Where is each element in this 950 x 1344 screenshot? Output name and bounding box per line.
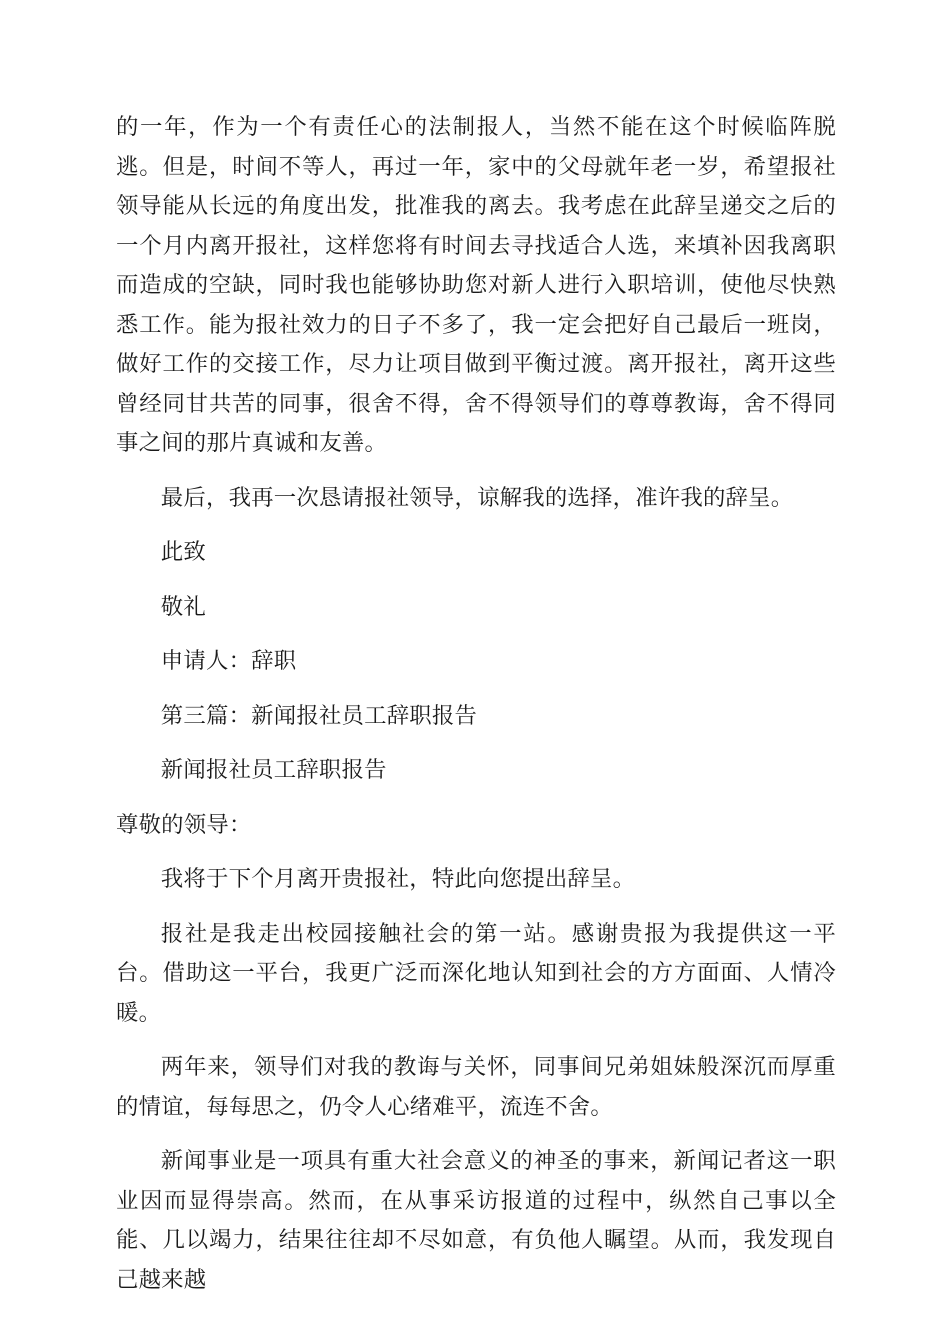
salutation-cizhi: 此致 (160, 539, 206, 565)
report-title: 新闻报社员工辞职报告 (160, 757, 387, 783)
greeting-line: 尊敬的领导： (116, 811, 252, 838)
paragraph-gratitude: 报社是我走出校园接触社会的第一站。感谢贵报为我提供这一平台。借助这一平台，我更广泛而深化地认知到社会的方方面面、人情冷暖。 (116, 920, 836, 1026)
paragraph-closing-reason: 的一年，作为一个有责任心的法制报人，当然不能在这个时候临阵脱逃。但是，时间不等人，再过一年，家中的父母就年老一岁，希望报社领导能从长远的角度出发，批准我的离去。我考虑在此辞呈递交之后的一个月内离开报社，这样您将有时间去寻找适合人选，来填补因我离职而造成的空缺，同时我也能够协助您对新人进行入职培训，使他尽快熟悉工作。能为报社效力的日子不多了，我一定会把好自己最后一班岗，做好工作的交接工作，尽力让项目做到平衡过渡。离开报社，离开这些曾经同甘共苦的同事，很舍不得，舍不得领导们的尊尊教诲，舍不得同事之间的那片真诚和友善。 (116, 114, 836, 456)
paragraph-journalism: 新闻事业是一项具有重大社会意义的神圣的事来，新闻记者这一职业因而显得崇高。然而，在从事采访报道的过程中，纵然自己事以全能、几以竭力，结果往往却不尽如意，有负他人瞩望。从而，我发现自己越来越 (116, 1148, 836, 1293)
salutation-jingli: 敬礼 (160, 593, 206, 620)
section-heading: 第三篇：新闻报社员工辞职报告 (160, 702, 478, 729)
paragraph-resignation-notice: 我将于下个月离开贵报社，特此向您提出辞呈。 (160, 866, 636, 892)
paragraph-final-request: 最后，我再一次恳请报社领导，谅解我的选择，准许我的辞呈。 (160, 484, 794, 511)
document-body (116, 108, 836, 1300)
paragraph-two-years: 两年来，领导们对我的教诲与关怀，同事间兄弟姐妹般深沉而厚重的情谊，每每思之，仍令人心绪难平，流连不舍。 (116, 1054, 836, 1120)
applicant-line: 申请人：辞职 (160, 648, 297, 674)
